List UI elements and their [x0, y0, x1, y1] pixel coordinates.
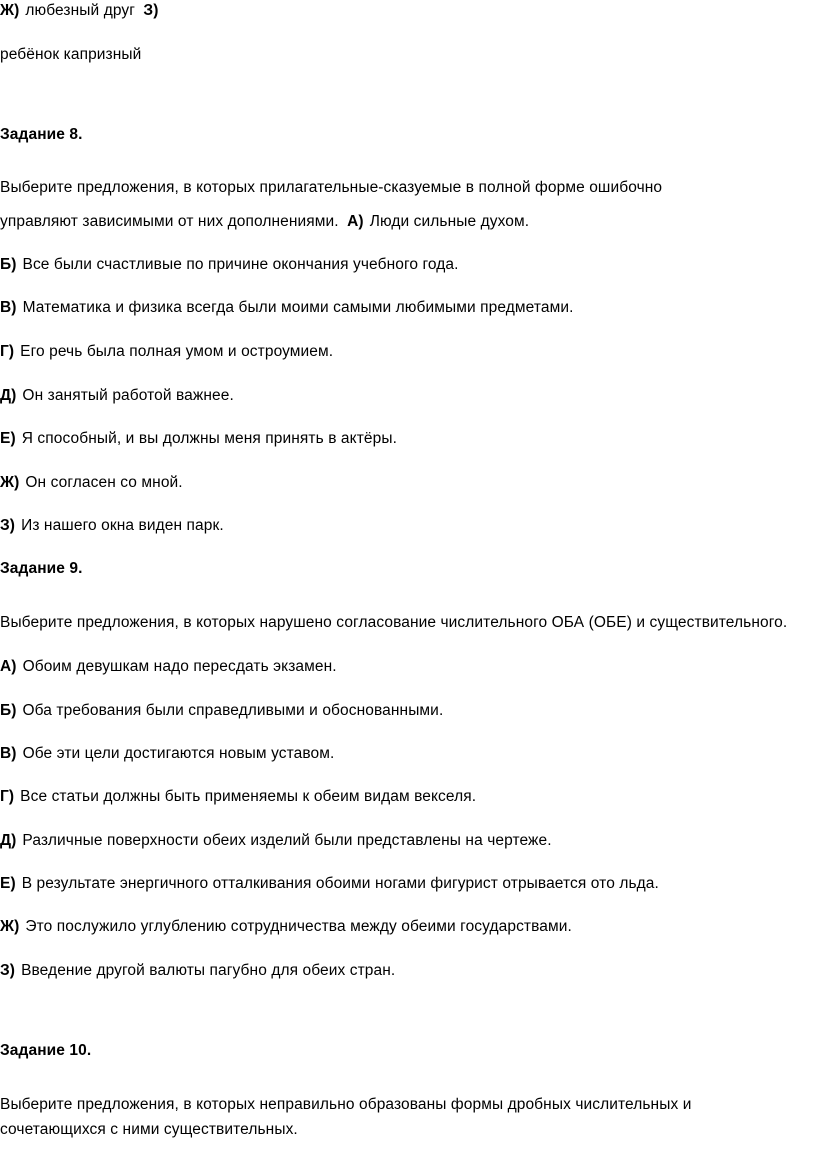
option-text: Я способный, и вы должны меня принять в актёры.: [21, 430, 397, 447]
option-text: Обе эти цели достигаются новым уставом.: [22, 745, 335, 762]
option-text: Введение другой валюты пагубно для обеих стран.: [21, 962, 396, 979]
task-9-option-v: [0, 744, 334, 764]
task-9-title: [0, 559, 83, 579]
option-text: Из нашего окна виден парк.: [21, 517, 224, 534]
option-label: Е): [0, 430, 16, 447]
option-label: В): [0, 745, 17, 762]
task-10-prompt-line-1: Выберите предложения, в которых неправильно образованы формы дробных числительных и: [0, 1096, 692, 1113]
option-line-zh-top: [0, 1, 165, 21]
option-text: Все статьи должны быть применяемы к обеим видам векселя.: [20, 788, 477, 805]
task-8-title: [0, 125, 83, 145]
option-label: А): [0, 658, 17, 675]
option-label: Г): [0, 343, 15, 360]
option-label: А): [347, 213, 364, 230]
task-8-option-g: [0, 342, 333, 362]
option-label: Ж): [0, 2, 20, 19]
task-8-option-e: [0, 429, 397, 449]
task-9-option-a: [0, 657, 337, 677]
option-text: Его речь была полная умом и остроумием.: [20, 343, 334, 360]
task-9-option-zh: [0, 917, 572, 937]
task-8-option-z: [0, 516, 224, 536]
task-9-option-e: [0, 874, 659, 894]
option-text: Оба требования были справедливыми и обоснованными.: [22, 702, 444, 719]
option-text: Это послужило углублению сотрудничества между обеими государствами.: [25, 918, 572, 935]
option-label: Е): [0, 875, 16, 892]
task-8-option-v: [0, 298, 574, 318]
option-label: З): [143, 2, 159, 19]
task-8-option-d: [0, 386, 234, 406]
option-text: Различные поверхности обеих изделий были представлены на чертеже.: [22, 832, 552, 849]
option-label: Б): [0, 256, 17, 273]
option-text: Все были счастливые по причине окончания учебного года.: [22, 256, 459, 273]
option-text: Обоим девушкам надо пересдать экзамен.: [22, 658, 337, 675]
option-label: Д): [0, 832, 17, 849]
task-10-prompt-line-2: сочетающихся с ними существительных.: [0, 1121, 298, 1138]
task-8-prompt-line-1: Выберите предложения, в которых прилагательные-сказуемые в полной форме ошибочно: [0, 179, 663, 196]
task-9-option-b: [0, 701, 443, 721]
task-9-prompt: Выберите предложения, в которых нарушено согласование числительного ОБА (ОБЕ) и существительного.: [0, 614, 788, 631]
task-9-option-g: [0, 787, 476, 807]
task-8-option-zh: [0, 473, 183, 493]
option-label: З): [0, 517, 16, 534]
task-9-option-d: [0, 831, 552, 851]
option-label: В): [0, 299, 17, 316]
option-text: Математика и физика всегда были моими самыми любимыми предметами.: [22, 299, 574, 316]
option-label: Г): [0, 788, 15, 805]
task-8-prompt-line-2: [0, 212, 529, 232]
task-title-text: Задание 8.: [0, 126, 83, 143]
option-text: Он согласен со мной.: [25, 474, 183, 491]
option-label: З): [0, 962, 16, 979]
option-label: Ж): [0, 918, 20, 935]
option-text: В результате энергичного отталкивания обоими ногами фигурист отрывается ото льда.: [21, 875, 659, 892]
option-label: Б): [0, 702, 17, 719]
option-text: Люди сильные духом.: [369, 213, 530, 230]
option-text: любезный друг: [25, 2, 135, 19]
option-label: Ж): [0, 474, 20, 491]
task-title-text: Задание 9.: [0, 560, 83, 577]
task-10-title: [0, 1041, 91, 1061]
option-label: Д): [0, 387, 17, 404]
prompt-text: управляют зависимыми от них дополнениями.: [0, 213, 339, 230]
task-title-text: Задание 10.: [0, 1042, 92, 1059]
option-text-z-top: ребёнок капризный: [0, 46, 142, 63]
option-text: Он занятый работой важнее.: [22, 387, 234, 404]
task-9-option-z: [0, 961, 395, 981]
task-8-option-b: [0, 255, 459, 275]
